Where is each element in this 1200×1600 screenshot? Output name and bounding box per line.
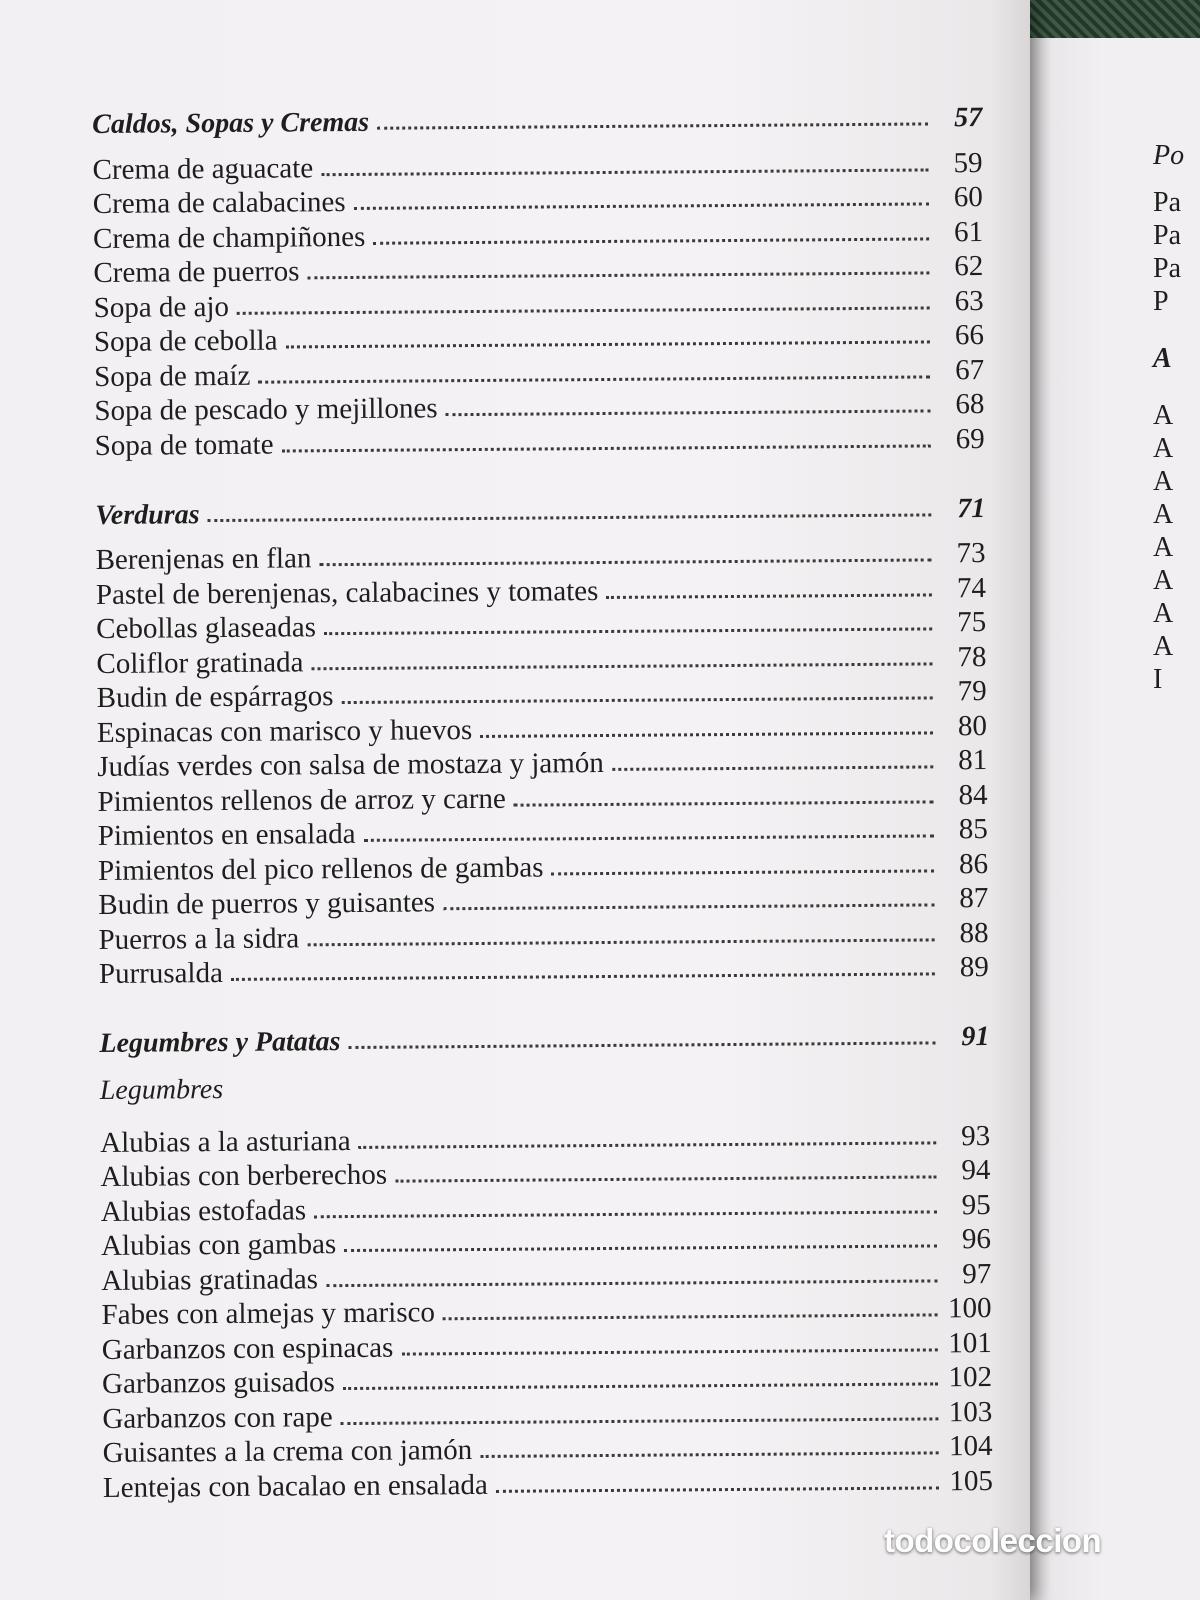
section-title: Verduras [95,498,200,531]
entry-title: Berenjenas en flan [95,542,312,576]
entry-title: Fabes con almejas y marisco [101,1296,436,1331]
entry-title: Garbanzos con espinacas [101,1331,394,1366]
entry-title: Espinacas con marisco y huevos [96,713,473,749]
right-page-fragment: I [1153,664,1163,695]
dot-leader [344,1243,937,1252]
table-of-contents [92,91,993,1530]
dot-leader [311,661,932,670]
entry-title: Crema de champiñones [92,220,366,255]
entry-title: Garbanzos con rape [102,1400,333,1435]
entry-title: Judías verdes con salsa de mostaza y jamón [97,747,604,783]
right-page-fragment: Pa [1153,220,1181,251]
toc-section [92,91,985,462]
entry-page-number: 79 [957,674,987,708]
right-page-fragment: Pa [1153,253,1181,284]
right-page-fragment: Pa [1153,187,1181,218]
entry-page-number: 63 [954,284,984,317]
dot-leader [443,902,934,910]
dot-leader [349,1040,936,1049]
entry-title: Sopa de ajo [93,290,230,324]
entry-title: Guisantes a la crema con jamón [102,1434,473,1469]
dot-leader [282,443,931,452]
entry-title: Budin de espárragos [96,680,334,714]
dot-leader [258,374,930,383]
dot-leader [606,592,932,599]
entry-title: Sopa de maíz [94,359,251,393]
dot-leader [480,730,933,738]
entry-page-number: 60 [953,181,983,214]
toc-section [95,481,989,990]
entry-page-number: 100 [947,1291,992,1325]
entry-page-number: 81 [958,743,988,777]
entry-page-number: 61 [953,215,984,248]
entry-title: Sopa de cebolla [93,324,278,358]
dot-leader [342,695,933,704]
dot-leader [319,557,931,566]
entry-page-number: 95 [961,1188,991,1221]
entry-page-number: 105 [949,1464,994,1497]
dot-leader [314,1209,937,1218]
right-page-fragment: A [1153,565,1174,596]
entry-page-number: 74 [956,571,986,604]
entry-title: Crema de aguacate [92,151,314,186]
entry-title: Crema de puerros [93,255,300,289]
entry-title: Sopa de tomate [94,428,274,462]
entry-title: Pastel de berenjenas, calabacines y tomates [95,574,599,611]
entry-page-number: 86 [958,847,989,880]
entry-title: Cebollas glaseadas [96,611,317,645]
right-page-fragment: A [1153,433,1174,464]
right-page-fragment: Po [1153,140,1185,171]
dot-leader [401,1347,938,1355]
entry-page-number: 89 [959,950,989,984]
entry-page-number: 62 [954,250,984,283]
entry-page-number: 80 [957,709,988,742]
dot-leader [237,305,930,314]
entry-page-number: 75 [957,605,987,639]
entry-page-number: 67 [955,353,985,386]
entry-page-number: 66 [954,319,985,352]
entry-page-number: 88 [959,916,989,949]
dot-leader [231,971,935,981]
watermark-logo: todocoleccion [884,1522,1102,1559]
dot-leader [480,1450,938,1458]
entry-title: Alubias con gambas [100,1228,337,1262]
entry-title: Pimientos en ensalada [97,817,356,852]
entry-page-number: 97 [962,1257,992,1290]
right-page-fragment: A [1153,400,1174,431]
dot-leader [321,167,928,176]
entry-title: Budin de puerros y guisantes [98,886,436,921]
entry-page-number: 84 [958,778,988,811]
toc-entry [103,1463,993,1504]
dot-leader [446,408,931,416]
section-heading [92,91,982,142]
entry-page-number: 59 [953,146,983,179]
right-page-fragment: A [1153,532,1174,563]
entry-title: Sopa de pescado y mejillones [94,392,438,427]
dot-leader [364,833,934,841]
dot-leader [496,1485,939,1492]
dot-leader [395,1174,936,1182]
entry-page-number: 101 [948,1326,992,1359]
right-page-fragment: P [1153,286,1169,317]
entry-page-number: 69 [955,422,985,455]
dot-leader [286,339,930,348]
entry-title: Garbanzos guisados [101,1366,335,1400]
entry-page-number: 78 [957,640,987,673]
dot-leader [359,1140,937,1149]
toc-section [99,1010,993,1504]
section-title: Legumbres y Patatas [99,1026,341,1059]
dot-leader [551,868,934,875]
dot-leader [326,1278,937,1287]
entry-title: Alubias con berberechos [100,1158,388,1193]
entry-title: Alubias estofadas [100,1193,307,1228]
entry-page-number: 93 [961,1119,991,1152]
section-page-number: 91 [961,1020,990,1053]
entry-page-number: 85 [958,812,988,846]
dot-leader [377,121,928,129]
toc-entry [99,949,989,990]
entry-page-number: 96 [961,1222,992,1256]
entry-title: Coliflor gratinada [96,645,304,680]
entry-page-number: 104 [948,1429,993,1463]
section-page-number: 57 [954,102,983,134]
entry-title: Pimientos del pico rellenos de gambas [97,850,544,887]
entry-title: Purrusalda [98,956,224,990]
entry-title: Puerros a la sidra [98,921,300,956]
dot-leader [208,512,932,522]
toc-entry [95,421,985,462]
entry-title: Lentejas con bacalao en ensalada [102,1468,488,1504]
right-page-fragment: A [1153,631,1174,662]
dot-leader [308,270,930,279]
entry-title: Pimientos rellenos de arroz y carne [97,782,506,818]
dot-leader [354,201,929,210]
entry-page-number: 73 [956,536,986,570]
dot-leader [307,937,934,946]
right-page-fragment: A [1153,343,1172,374]
dot-leader [443,1312,938,1320]
right-page-fragment: A [1153,499,1174,530]
section-heading [99,1010,989,1061]
entry-page-number: 103 [948,1395,993,1428]
dot-leader [612,764,933,771]
entry-page-number: 102 [948,1360,993,1394]
right-page-text-fragments [1153,140,1200,697]
section-heading [95,481,985,532]
dot-leader [343,1381,938,1390]
entry-page-number: 68 [955,388,985,421]
dot-leader [341,1416,939,1425]
right-page-fragment: A [1153,598,1174,629]
entry-title: Alubias gratinadas [101,1262,319,1297]
dot-leader [373,236,929,244]
entry-page-number: 87 [959,881,989,915]
dot-leader [514,799,934,806]
dot-leader [324,626,932,635]
right-page-fragment: A [1153,466,1174,497]
entry-title: Crema de calabacines [92,186,346,220]
section-page-number: 71 [957,492,986,524]
entry-page-number: 94 [961,1153,991,1187]
entry-title: Alubias a la asturiana [100,1124,351,1159]
section-title: Caldos, Sopas y Cremas [92,106,370,140]
subsection-title: Legumbres [99,1074,224,1106]
